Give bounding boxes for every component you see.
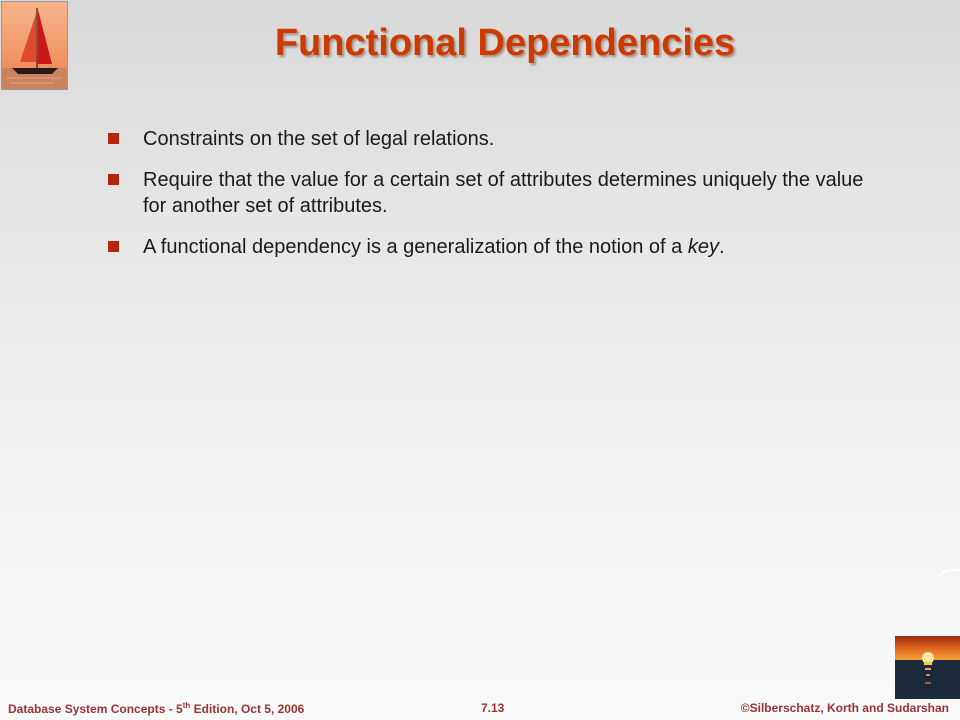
footer-book-info — [8, 701, 304, 716]
bullet-list — [108, 126, 868, 275]
footer-edition-sup: th — [182, 701, 191, 710]
footer-edition-suffix: Edition, Oct 5, 2006 — [190, 702, 305, 716]
bullet-item — [108, 167, 868, 219]
square-bullet-icon — [108, 133, 119, 144]
footer-page-number: 7.13 — [481, 701, 505, 715]
slide-title: Functional Dependencies — [274, 22, 736, 64]
bullet-text: A functional dependency is a generalization of the notion of a — [143, 236, 688, 258]
square-bullet-icon — [108, 241, 119, 252]
bullet-text: Constraints on the set of legal relations. — [143, 128, 495, 150]
bullet-item — [108, 234, 868, 260]
bullet-emphasis: key — [687, 236, 719, 258]
bullet-item — [108, 126, 868, 152]
sunset-photo — [895, 636, 960, 699]
footer-copyright: ©Silberschatz, Korth and Sudarshan — [740, 701, 949, 715]
footer-edition-prefix: Database System Concepts - 5 — [8, 702, 183, 716]
square-bullet-icon — [108, 174, 119, 185]
decorative-swoosh — [938, 566, 960, 580]
slide-footer — [0, 699, 960, 720]
bullet-text-end: . — [718, 236, 725, 258]
bullet-text: Require that the value for a certain set of attributes determines uniquely the value for another set of attributes. — [143, 169, 864, 217]
